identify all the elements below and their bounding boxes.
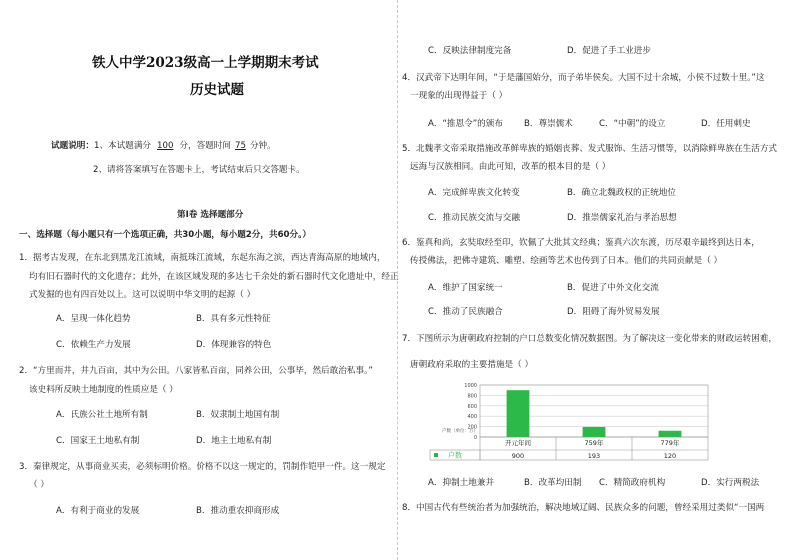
column-divider <box>397 0 398 560</box>
q5-option-d[interactable]: D．推崇儒家礼治与孝治思想 <box>567 213 677 223</box>
bar <box>507 390 530 437</box>
q4-option-b[interactable]: B．尊崇儒术 <box>524 119 573 129</box>
q4-option-a[interactable]: A．“推恩令”的颁布 <box>428 119 503 129</box>
q1-option-c[interactable]: C．依赖生产力发展 <box>56 340 131 350</box>
q2-option-c[interactable]: C．国家王土地私有制 <box>56 436 140 446</box>
q5-option-c[interactable]: C．推动民族交流与交融 <box>428 213 520 223</box>
q1-line-3: 式发掘的也有四百处以上。这可以说明中华文明的起源（ ） <box>29 290 256 300</box>
q4-option-c[interactable]: C．“中朝”的设立 <box>599 119 666 129</box>
data-value-label: 120 <box>663 452 677 460</box>
q5-option-b[interactable]: B．确立北魏政权的正统地位 <box>567 188 677 198</box>
y-tick-label: 200 <box>467 424 477 431</box>
category-label: 759年 <box>584 439 604 447</box>
q2-line-1: 2．“方里而井，井九百亩，其中为公田。八家皆私百亩，同养公田，公事毕，然后敢治私事。” <box>19 366 373 376</box>
part-title: 第Ⅰ卷 选择题部分 <box>177 210 244 220</box>
exam-title: 铁人中学2023级高一上学期期末考试 <box>92 55 319 71</box>
y-tick-label: 400 <box>467 414 477 421</box>
data-value-label: 193 <box>587 452 601 460</box>
q7-option-a[interactable]: A．抑制土地兼并 <box>428 478 495 488</box>
legend-label: 户数 <box>448 451 462 460</box>
y-tick-label: 800 <box>467 393 477 400</box>
q1-line-2: 均有旧石器时代的文化遗存；此外，在该区域发现的多达七千余处的新石器时代文化遗址中，经正 <box>29 272 399 282</box>
q3-option-b[interactable]: B．推动重农抑商形成 <box>196 506 280 516</box>
q7-option-b[interactable]: B．改革均田制 <box>524 478 582 488</box>
q8-line-1: 8．中国古代有些统治者为加强统治，解决地域辽阔、民族众多的问题，曾经采用过类似“一国两 <box>402 503 765 513</box>
instructions-line-1: 试题说明：1、本试题满分 100 分，答题时间 75 分钟。 <box>51 141 276 151</box>
q6-option-c[interactable]: C．推动了民族融合 <box>428 307 503 317</box>
q2-line-2: 该史料所反映土地制度的性质应是（ ） <box>29 385 178 395</box>
y-tick-label: 0 <box>473 435 477 441</box>
q1-option-b[interactable]: B．具有多元性特征 <box>196 314 271 324</box>
q3-option-c[interactable]: C．反映法律制度完备 <box>428 46 512 56</box>
household-chart-svg <box>428 382 710 468</box>
q3-option-a[interactable]: A．有利于商业的发展 <box>56 506 140 516</box>
q7-option-d[interactable]: D．实行两税法 <box>701 478 760 488</box>
q5-line-1: 5．北魏孝文帝采取措施改革鲜卑族的婚姻丧葬、发式服饰、生活习惯等，以消除鲜卑族在生活方式 <box>402 144 778 154</box>
q4-line-2: 一现象的出现得益于（ ） <box>410 91 508 101</box>
legend-swatch <box>434 453 438 457</box>
q5-option-a[interactable]: A．完成鲜卑族文化转变 <box>428 188 520 198</box>
q6-option-a[interactable]: A．维护了国家统一 <box>428 283 503 293</box>
instructions-line-2: 2、请将答案填写在答题卡上，考试结束后只交答题卡。 <box>93 165 305 175</box>
q7-option-c[interactable]: C．精简政府机构 <box>599 478 666 488</box>
category-label: 779年 <box>660 439 680 447</box>
q2-option-b[interactable]: B．奴隶制土地国有制 <box>196 410 280 420</box>
score-value: 100 <box>157 141 174 151</box>
q7-line-1: 7．下图所示为唐朝政府控制的户口总数变化情况数据图。为了解决这一变化带来的财政运转困难， <box>402 334 778 344</box>
instructions-prefix: 试题说明： <box>51 141 94 151</box>
q2-option-d[interactable]: D．地主土地私有制 <box>196 436 272 446</box>
y-tick-label: 600 <box>467 403 477 410</box>
q4-option-d[interactable]: D．任用刺史 <box>701 119 751 129</box>
y-tick-label: 1000 <box>464 383 477 389</box>
q1-option-a[interactable]: A．呈现一体化趋势 <box>56 314 131 324</box>
minutes-value: 75 <box>235 141 246 151</box>
q5-line-2: 远海与汉族相同。由此可知，改革的根本目的是（ ） <box>410 162 611 172</box>
bar <box>583 427 606 437</box>
q3-line-2: （ ） <box>29 480 49 490</box>
q6-line-1: 6．鉴真和尚，玄奘取经至印，钦佩了大批其文经典；鉴真六次东渡，历尽艰辛最终到达日本， <box>402 238 760 248</box>
household-chart <box>428 382 710 468</box>
q4-line-1: 4．汉武帝下达明年间，“于是藩国始分，而子弟毕侯矣。大国不过十余城，小侯不过数十里。”这 <box>402 73 765 83</box>
q3-option-d[interactable]: D．促进了手工业进步 <box>567 46 651 56</box>
q6-option-d[interactable]: D．阻碍了海外贸易发展 <box>567 307 660 317</box>
q7-line-2: 唐朝政府采取的主要措施是（ ） <box>410 360 534 370</box>
q3-line-1: 3．秦律规定，从事商业买卖，必须标明价格。价格不以这一规定的，罚制作铠甲一件。这一规定 <box>19 462 386 472</box>
q6-option-b[interactable]: B．促进了中外文化交流 <box>567 283 659 293</box>
q1-line-1: 1．据考古发现，在东北到黑龙江流域，南抵珠江流域，东起东海之滨，西达青海高原的地域内， <box>19 253 386 263</box>
bar <box>659 431 682 437</box>
section-title: 一、选择题（每小题只有一个选项正确，共30小题，每小题2分，共60分。） <box>19 230 312 240</box>
q2-option-a[interactable]: A．氏族公社土地所有制 <box>56 410 148 420</box>
category-label: 开元年间 <box>505 439 531 447</box>
q6-line-2: 传授佛法，把佛寺建筑、雕塑、绘画等艺术也传到了日本。他们的共同贡献是（ ） <box>410 256 723 266</box>
q1-option-d[interactable]: D．体现兼容的特色 <box>196 340 272 350</box>
exam-subtitle: 历史试题 <box>190 82 244 98</box>
y-axis-label: 户数（单位：万） <box>442 429 478 434</box>
data-value-label: 900 <box>511 452 525 460</box>
